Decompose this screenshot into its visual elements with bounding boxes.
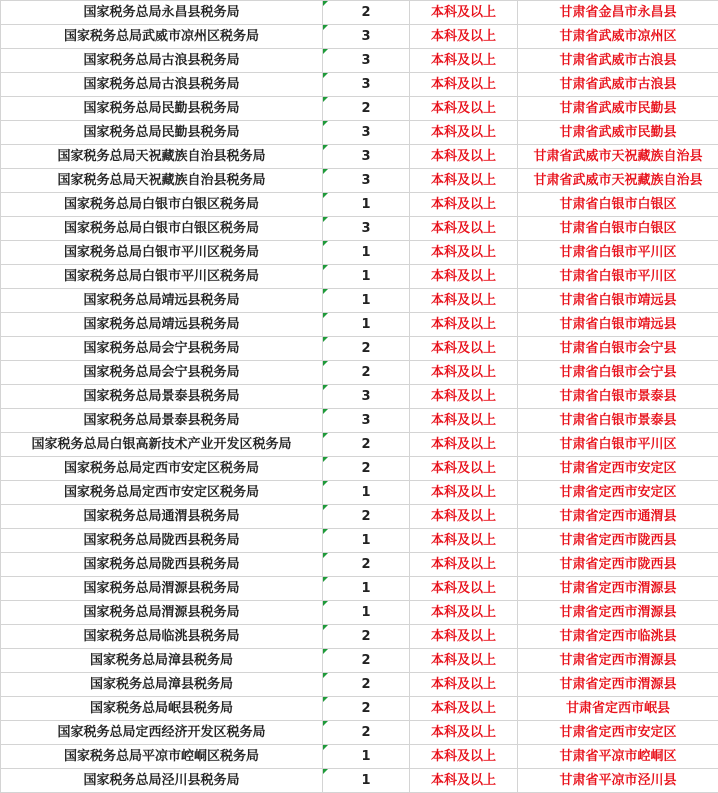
cell-location[interactable]: 甘肃省白银市白银区 (518, 217, 718, 241)
cell-education[interactable]: 本科及以上 (410, 265, 518, 289)
cell-headcount[interactable]: 2 (323, 337, 410, 361)
cell-headcount[interactable]: 2 (323, 457, 410, 481)
cell-education[interactable]: 本科及以上 (410, 601, 518, 625)
cell-office-name[interactable]: 国家税务总局通渭县税务局 (1, 505, 323, 529)
table-row (1, 193, 718, 217)
cell-education[interactable]: 本科及以上 (410, 121, 518, 145)
cell-office-name[interactable]: 国家税务总局定西经济开发区税务局 (1, 721, 323, 745)
cell-location[interactable]: 甘肃省白银市平川区 (518, 265, 718, 289)
cell-education[interactable]: 本科及以上 (410, 145, 518, 169)
cell-education[interactable]: 本科及以上 (410, 97, 518, 121)
cell-location[interactable]: 甘肃省定西市安定区 (518, 481, 718, 505)
cell-location[interactable]: 甘肃省定西市陇西县 (518, 529, 718, 553)
cell-office-name[interactable]: 国家税务总局古浪县税务局 (1, 49, 323, 73)
table-row (1, 673, 718, 697)
cell-headcount[interactable]: 1 (323, 577, 410, 601)
table-row (1, 433, 718, 457)
table-row (1, 361, 718, 385)
cell-office-name[interactable]: 国家税务总局民勤县税务局 (1, 121, 323, 145)
cell-headcount[interactable]: 2 (323, 1, 410, 25)
cell-headcount[interactable]: 1 (323, 289, 410, 313)
table-row (1, 121, 718, 145)
cell-office-name[interactable]: 国家税务总局定西市安定区税务局 (1, 481, 323, 505)
cell-office-name[interactable]: 国家税务总局白银市平川区税务局 (1, 241, 323, 265)
cell-education[interactable]: 本科及以上 (410, 241, 518, 265)
table-row (1, 577, 718, 601)
cell-office-name[interactable]: 国家税务总局白银市平川区税务局 (1, 265, 323, 289)
cell-office-name[interactable]: 国家税务总局白银市白银区税务局 (1, 217, 323, 241)
cell-headcount[interactable]: 2 (323, 649, 410, 673)
cell-education[interactable]: 本科及以上 (410, 385, 518, 409)
cell-office-name[interactable]: 国家税务总局景泰县税务局 (1, 385, 323, 409)
cell-location[interactable]: 甘肃省白银市靖远县 (518, 289, 718, 313)
table-row (1, 73, 718, 97)
table-row (1, 385, 718, 409)
cell-office-name[interactable]: 国家税务总局陇西县税务局 (1, 529, 323, 553)
table-row (1, 745, 718, 769)
table-row (1, 169, 718, 193)
cell-headcount[interactable]: 3 (323, 169, 410, 193)
cell-office-name[interactable]: 国家税务总局漳县税务局 (1, 673, 323, 697)
cell-headcount[interactable]: 3 (323, 409, 410, 433)
cell-office-name[interactable]: 国家税务总局天祝藏族自治县税务局 (1, 145, 323, 169)
cell-education[interactable]: 本科及以上 (410, 1, 518, 25)
cell-headcount[interactable]: 1 (323, 745, 410, 769)
cell-education[interactable]: 本科及以上 (410, 649, 518, 673)
table-row (1, 25, 718, 49)
cell-office-name[interactable]: 国家税务总局白银市白银区税务局 (1, 193, 323, 217)
cell-headcount[interactable]: 1 (323, 481, 410, 505)
cell-location[interactable]: 甘肃省白银市平川区 (518, 241, 718, 265)
cell-location[interactable]: 甘肃省白银市景泰县 (518, 409, 718, 433)
table-row (1, 529, 718, 553)
cell-location[interactable]: 甘肃省定西市渭源县 (518, 601, 718, 625)
cell-education[interactable]: 本科及以上 (410, 337, 518, 361)
cell-office-name[interactable]: 国家税务总局定西市安定区税务局 (1, 457, 323, 481)
table-row (1, 49, 718, 73)
cell-office-name[interactable]: 国家税务总局会宁县税务局 (1, 361, 323, 385)
cell-office-name[interactable]: 国家税务总局靖远县税务局 (1, 289, 323, 313)
cell-location[interactable]: 甘肃省武威市凉州区 (518, 25, 718, 49)
cell-education[interactable]: 本科及以上 (410, 361, 518, 385)
cell-office-name[interactable]: 国家税务总局武威市凉州区税务局 (1, 25, 323, 49)
cell-location[interactable]: 甘肃省定西市陇西县 (518, 553, 718, 577)
table-row (1, 505, 718, 529)
table-row (1, 1, 718, 25)
cell-headcount[interactable]: 2 (323, 361, 410, 385)
cell-headcount[interactable]: 2 (323, 697, 410, 721)
cell-office-name[interactable]: 国家税务总局白银高新技术产业开发区税务局 (1, 433, 323, 457)
cell-location[interactable]: 甘肃省武威市天祝藏族自治县 (518, 145, 718, 169)
cell-location[interactable]: 甘肃省武威市古浪县 (518, 49, 718, 73)
table-row (1, 289, 718, 313)
cell-education[interactable]: 本科及以上 (410, 289, 518, 313)
cell-headcount[interactable]: 2 (323, 433, 410, 457)
cell-headcount[interactable]: 1 (323, 601, 410, 625)
table-row (1, 145, 718, 169)
cell-headcount[interactable]: 3 (323, 121, 410, 145)
cell-headcount[interactable]: 2 (323, 505, 410, 529)
table-row (1, 697, 718, 721)
cell-headcount[interactable]: 3 (323, 217, 410, 241)
table-row (1, 313, 718, 337)
cell-office-name[interactable]: 国家税务总局渭源县税务局 (1, 601, 323, 625)
cell-education[interactable]: 本科及以上 (410, 169, 518, 193)
cell-education[interactable]: 本科及以上 (410, 721, 518, 745)
cell-location[interactable]: 甘肃省平凉市崆峒区 (518, 745, 718, 769)
cell-location[interactable]: 甘肃省定西市岷县 (518, 697, 718, 721)
cell-headcount[interactable]: 2 (323, 97, 410, 121)
cell-headcount[interactable]: 1 (323, 529, 410, 553)
cell-education[interactable]: 本科及以上 (410, 625, 518, 649)
cell-education[interactable]: 本科及以上 (410, 409, 518, 433)
cell-location[interactable]: 甘肃省定西市临洮县 (518, 625, 718, 649)
table-row (1, 265, 718, 289)
table-row (1, 769, 718, 793)
cell-headcount[interactable]: 3 (323, 145, 410, 169)
cell-location[interactable]: 甘肃省定西市安定区 (518, 457, 718, 481)
cell-education[interactable]: 本科及以上 (410, 25, 518, 49)
cell-education[interactable]: 本科及以上 (410, 577, 518, 601)
cell-office-name[interactable]: 国家税务总局岷县税务局 (1, 697, 323, 721)
cell-headcount[interactable]: 2 (323, 673, 410, 697)
table-row (1, 625, 718, 649)
cell-office-name[interactable]: 国家税务总局渭源县税务局 (1, 577, 323, 601)
cell-location[interactable]: 甘肃省平凉市泾川县 (518, 769, 718, 793)
cell-education[interactable]: 本科及以上 (410, 745, 518, 769)
cell-location[interactable]: 甘肃省白银市靖远县 (518, 313, 718, 337)
cell-education[interactable]: 本科及以上 (410, 505, 518, 529)
cell-headcount[interactable]: 1 (323, 769, 410, 793)
cell-office-name[interactable]: 国家税务总局景泰县税务局 (1, 409, 323, 433)
cell-location[interactable]: 甘肃省武威市民勤县 (518, 97, 718, 121)
cell-headcount[interactable]: 1 (323, 193, 410, 217)
cell-location[interactable]: 甘肃省白银市会宁县 (518, 337, 718, 361)
cell-office-name[interactable]: 国家税务总局靖远县税务局 (1, 313, 323, 337)
cell-headcount[interactable]: 3 (323, 385, 410, 409)
table-row (1, 481, 718, 505)
table-row (1, 649, 718, 673)
cell-education[interactable]: 本科及以上 (410, 481, 518, 505)
cell-office-name[interactable]: 国家税务总局天祝藏族自治县税务局 (1, 169, 323, 193)
table-body (1, 1, 718, 793)
cell-headcount[interactable]: 2 (323, 721, 410, 745)
cell-education[interactable]: 本科及以上 (410, 193, 518, 217)
cell-location[interactable]: 甘肃省金昌市永昌县 (518, 1, 718, 25)
cell-headcount[interactable]: 3 (323, 25, 410, 49)
cell-location[interactable]: 甘肃省定西市渭源县 (518, 577, 718, 601)
cell-education[interactable]: 本科及以上 (410, 217, 518, 241)
cell-education[interactable]: 本科及以上 (410, 433, 518, 457)
cell-headcount[interactable]: 3 (323, 73, 410, 97)
cell-location[interactable]: 甘肃省武威市民勤县 (518, 121, 718, 145)
cell-office-name[interactable]: 国家税务总局永昌县税务局 (1, 1, 323, 25)
table-row (1, 721, 718, 745)
cell-education[interactable]: 本科及以上 (410, 673, 518, 697)
cell-headcount[interactable]: 2 (323, 625, 410, 649)
table-row (1, 217, 718, 241)
table-row (1, 337, 718, 361)
cell-office-name[interactable]: 国家税务总局陇西县税务局 (1, 553, 323, 577)
table-row (1, 241, 718, 265)
cell-location[interactable]: 甘肃省定西市渭源县 (518, 649, 718, 673)
cell-headcount[interactable]: 2 (323, 553, 410, 577)
cell-education[interactable]: 本科及以上 (410, 49, 518, 73)
table-row (1, 553, 718, 577)
cell-education[interactable]: 本科及以上 (410, 313, 518, 337)
table-row (1, 409, 718, 433)
cell-office-name[interactable]: 国家税务总局会宁县税务局 (1, 337, 323, 361)
cell-location[interactable]: 甘肃省白银市白银区 (518, 193, 718, 217)
table-row (1, 97, 718, 121)
cell-location[interactable]: 甘肃省白银市平川区 (518, 433, 718, 457)
cell-education[interactable]: 本科及以上 (410, 457, 518, 481)
cell-office-name[interactable]: 国家税务总局临洮县税务局 (1, 625, 323, 649)
cell-location[interactable]: 甘肃省定西市渭源县 (518, 673, 718, 697)
cell-headcount[interactable]: 1 (323, 265, 410, 289)
cell-education[interactable]: 本科及以上 (410, 697, 518, 721)
cell-location[interactable]: 甘肃省定西市通渭县 (518, 505, 718, 529)
table-row (1, 601, 718, 625)
cell-headcount[interactable]: 3 (323, 49, 410, 73)
cell-education[interactable]: 本科及以上 (410, 529, 518, 553)
cell-education[interactable]: 本科及以上 (410, 769, 518, 793)
cell-location[interactable]: 甘肃省白银市会宁县 (518, 361, 718, 385)
cell-location[interactable]: 甘肃省武威市古浪县 (518, 73, 718, 97)
cell-headcount[interactable]: 1 (323, 313, 410, 337)
cell-location[interactable]: 甘肃省定西市安定区 (518, 721, 718, 745)
cell-headcount[interactable]: 1 (323, 241, 410, 265)
table-row (1, 457, 718, 481)
cell-education[interactable]: 本科及以上 (410, 73, 518, 97)
cell-office-name[interactable]: 国家税务总局漳县税务局 (1, 649, 323, 673)
cell-location[interactable]: 甘肃省武威市天祝藏族自治县 (518, 169, 718, 193)
cell-office-name[interactable]: 国家税务总局民勤县税务局 (1, 97, 323, 121)
cell-office-name[interactable]: 国家税务总局古浪县税务局 (1, 73, 323, 97)
cell-location[interactable]: 甘肃省白银市景泰县 (518, 385, 718, 409)
cell-office-name[interactable]: 国家税务总局平凉市崆峒区税务局 (1, 745, 323, 769)
cell-education[interactable]: 本科及以上 (410, 553, 518, 577)
cell-office-name[interactable]: 国家税务总局泾川县税务局 (1, 769, 323, 793)
